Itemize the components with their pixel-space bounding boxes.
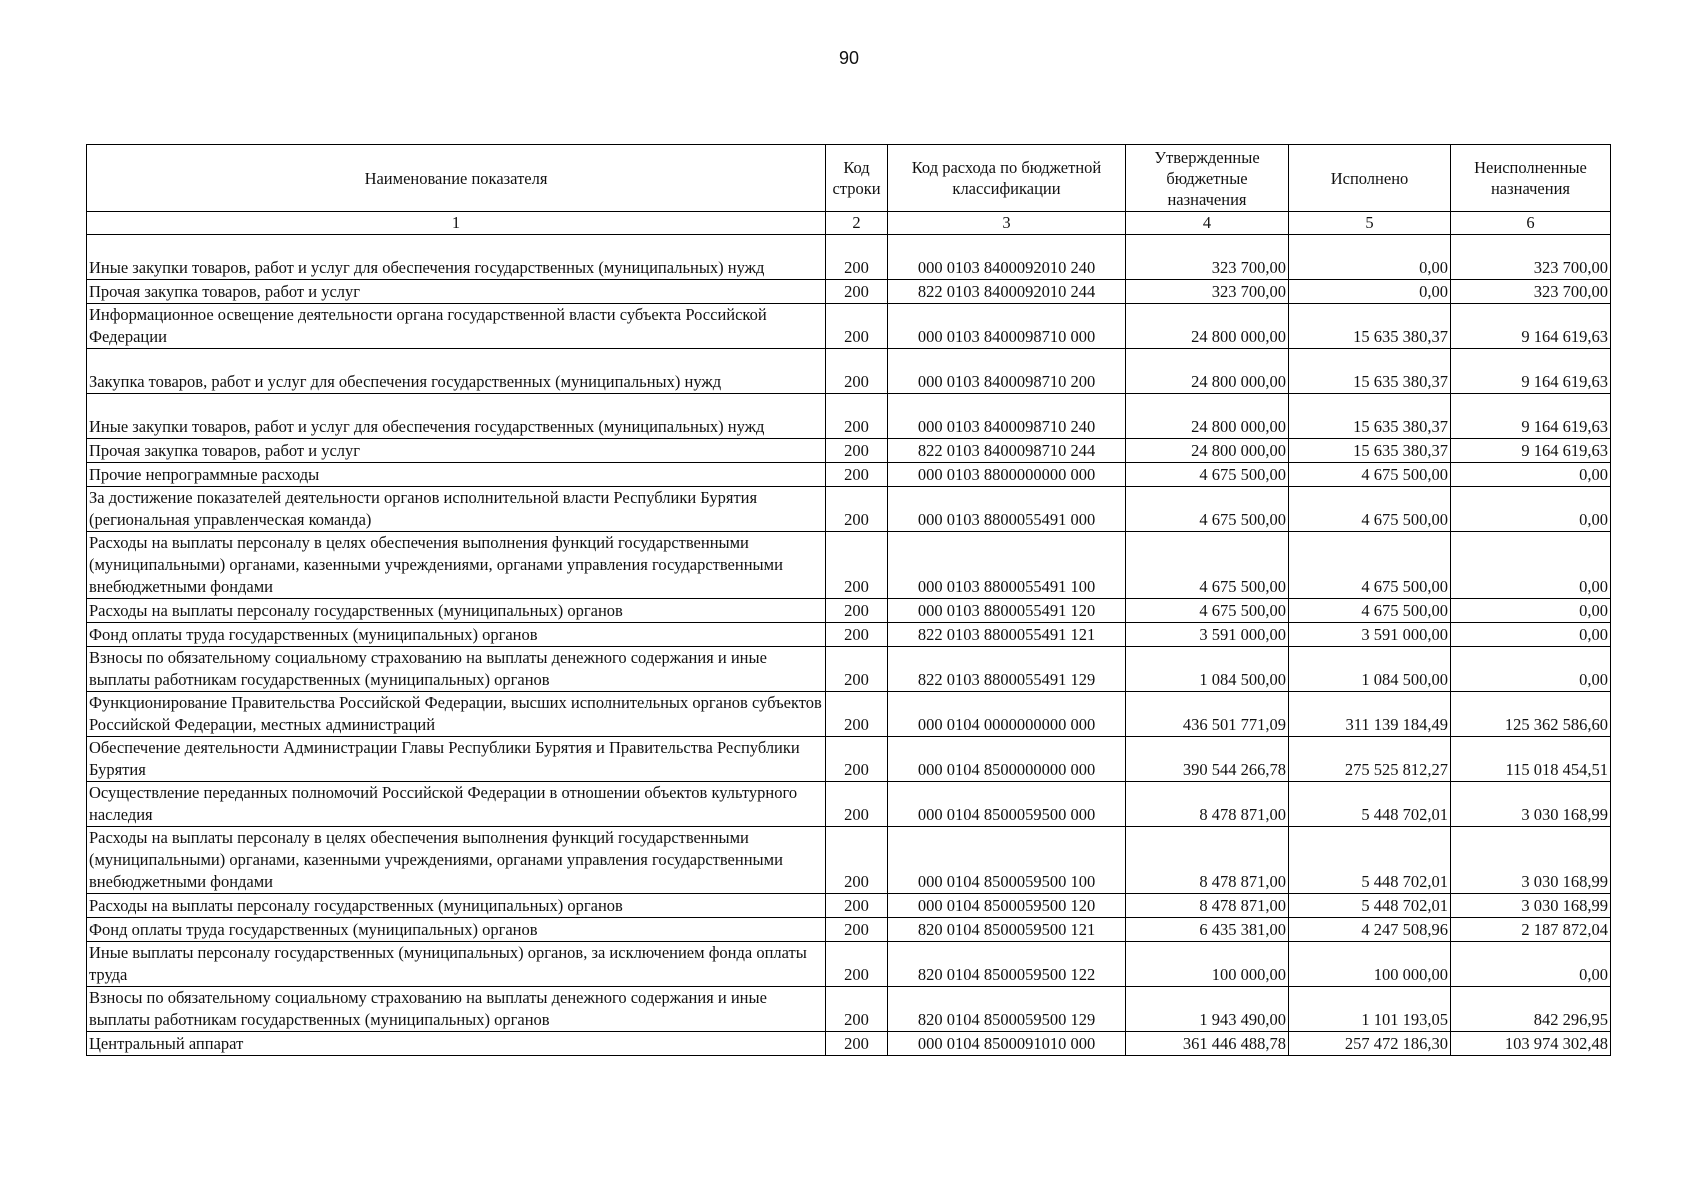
row-name-cell: Прочая закупка товаров, работ и услуг — [87, 280, 826, 304]
row-executed-cell: 5 448 702,01 — [1289, 782, 1451, 827]
table-row — [87, 987, 1611, 1032]
row-unexecuted-cell: 0,00 — [1451, 599, 1611, 623]
table-row — [87, 827, 1611, 894]
table-row — [87, 349, 1611, 394]
table-row — [87, 894, 1611, 918]
header-unexecuted: Неисполненные назначения — [1451, 145, 1611, 212]
row-approved-cell: 24 800 000,00 — [1126, 394, 1289, 439]
row-name-cell: Взносы по обязательному социальному страхованию на выплаты денежного содержания и иные выплаты работникам государственных (муниципальных) органов — [87, 987, 826, 1032]
row-unexecuted-cell: 0,00 — [1451, 647, 1611, 692]
row-unexecuted-cell: 3 030 168,99 — [1451, 782, 1611, 827]
row-unexecuted-cell: 842 296,95 — [1451, 987, 1611, 1032]
row-line-code-cell: 200 — [826, 647, 888, 692]
row-budget-code-cell: 000 0103 8800055491 100 — [888, 532, 1126, 599]
row-executed-cell: 0,00 — [1289, 235, 1451, 280]
row-name-cell: Информационное освещение деятельности органа государственной власти субъекта Российской Федерации — [87, 304, 826, 349]
row-executed-cell: 100 000,00 — [1289, 942, 1451, 987]
row-name-cell: Иные закупки товаров, работ и услуг для обеспечения государственных (муниципальных) нужд — [87, 235, 826, 280]
header-name: Наименование показателя — [87, 145, 826, 212]
row-budget-code-cell: 000 0104 8500059500 000 — [888, 782, 1126, 827]
row-line-code-cell: 200 — [826, 737, 888, 782]
row-line-code-cell: 200 — [826, 439, 888, 463]
budget-execution-table — [86, 144, 1611, 1056]
row-unexecuted-cell: 0,00 — [1451, 532, 1611, 599]
row-approved-cell: 100 000,00 — [1126, 942, 1289, 987]
row-executed-cell: 5 448 702,01 — [1289, 894, 1451, 918]
row-approved-cell: 361 446 488,78 — [1126, 1032, 1289, 1056]
row-approved-cell: 24 800 000,00 — [1126, 304, 1289, 349]
row-executed-cell: 4 675 500,00 — [1289, 599, 1451, 623]
row-budget-code-cell: 000 0104 8500059500 120 — [888, 894, 1126, 918]
row-name-cell: Прочие непрограммные расходы — [87, 463, 826, 487]
row-unexecuted-cell: 323 700,00 — [1451, 235, 1611, 280]
row-line-code-cell: 200 — [826, 599, 888, 623]
row-budget-code-cell: 822 0103 8800055491 129 — [888, 647, 1126, 692]
row-budget-code-cell: 000 0103 8400098710 000 — [888, 304, 1126, 349]
table-row — [87, 692, 1611, 737]
row-executed-cell: 4 675 500,00 — [1289, 532, 1451, 599]
row-line-code-cell: 200 — [826, 487, 888, 532]
table-row — [87, 737, 1611, 782]
row-unexecuted-cell: 3 030 168,99 — [1451, 827, 1611, 894]
row-budget-code-cell: 000 0103 8800055491 000 — [888, 487, 1126, 532]
row-line-code-cell: 200 — [826, 692, 888, 737]
row-approved-cell: 4 675 500,00 — [1126, 532, 1289, 599]
row-unexecuted-cell: 0,00 — [1451, 623, 1611, 647]
row-unexecuted-cell: 115 018 454,51 — [1451, 737, 1611, 782]
row-approved-cell: 8 478 871,00 — [1126, 782, 1289, 827]
row-executed-cell: 4 247 508,96 — [1289, 918, 1451, 942]
row-name-cell: Расходы на выплаты персоналу государственных (муниципальных) органов — [87, 894, 826, 918]
row-executed-cell: 15 635 380,37 — [1289, 349, 1451, 394]
row-approved-cell: 3 591 000,00 — [1126, 623, 1289, 647]
row-approved-cell: 8 478 871,00 — [1126, 894, 1289, 918]
row-budget-code-cell: 000 0103 8800055491 120 — [888, 599, 1126, 623]
table-row — [87, 439, 1611, 463]
row-name-cell: Функционирование Правительства Российской Федерации, высших исполнительных органов субъектов Российской Федерации, местных администраций — [87, 692, 826, 737]
row-unexecuted-cell: 9 164 619,63 — [1451, 349, 1611, 394]
row-budget-code-cell: 000 0103 8400092010 240 — [888, 235, 1126, 280]
row-line-code-cell: 200 — [826, 349, 888, 394]
row-budget-code-cell: 822 0103 8800055491 121 — [888, 623, 1126, 647]
row-executed-cell: 4 675 500,00 — [1289, 463, 1451, 487]
row-line-code-cell: 200 — [826, 304, 888, 349]
row-line-code-cell: 200 — [826, 1032, 888, 1056]
table-row — [87, 394, 1611, 439]
row-executed-cell: 275 525 812,27 — [1289, 737, 1451, 782]
row-name-cell: Фонд оплаты труда государственных (муниципальных) органов — [87, 918, 826, 942]
row-budget-code-cell: 822 0103 8400092010 244 — [888, 280, 1126, 304]
table-row — [87, 487, 1611, 532]
row-approved-cell: 4 675 500,00 — [1126, 463, 1289, 487]
row-approved-cell: 1 943 490,00 — [1126, 987, 1289, 1032]
row-name-cell: Расходы на выплаты персоналу государственных (муниципальных) органов — [87, 599, 826, 623]
row-budget-code-cell: 820 0104 8500059500 129 — [888, 987, 1126, 1032]
row-approved-cell: 323 700,00 — [1126, 235, 1289, 280]
row-line-code-cell: 200 — [826, 782, 888, 827]
row-executed-cell: 0,00 — [1289, 280, 1451, 304]
column-number: 6 — [1451, 212, 1611, 235]
row-budget-code-cell: 000 0103 8400098710 240 — [888, 394, 1126, 439]
table-row — [87, 599, 1611, 623]
row-executed-cell: 15 635 380,37 — [1289, 394, 1451, 439]
row-approved-cell: 390 544 266,78 — [1126, 737, 1289, 782]
row-line-code-cell: 200 — [826, 532, 888, 599]
column-number-row — [87, 212, 1611, 235]
row-executed-cell: 311 139 184,49 — [1289, 692, 1451, 737]
row-line-code-cell: 200 — [826, 918, 888, 942]
row-approved-cell: 323 700,00 — [1126, 280, 1289, 304]
row-executed-cell: 4 675 500,00 — [1289, 487, 1451, 532]
row-executed-cell: 3 591 000,00 — [1289, 623, 1451, 647]
row-unexecuted-cell: 323 700,00 — [1451, 280, 1611, 304]
row-budget-code-cell: 000 0104 8500000000 000 — [888, 737, 1126, 782]
row-unexecuted-cell: 9 164 619,63 — [1451, 394, 1611, 439]
row-unexecuted-cell: 9 164 619,63 — [1451, 439, 1611, 463]
row-unexecuted-cell: 2 187 872,04 — [1451, 918, 1611, 942]
row-name-cell: Обеспечение деятельности Администрации Главы Республики Бурятия и Правительства Республики Бурятия — [87, 737, 826, 782]
row-executed-cell: 5 448 702,01 — [1289, 827, 1451, 894]
row-unexecuted-cell: 0,00 — [1451, 487, 1611, 532]
row-executed-cell: 257 472 186,30 — [1289, 1032, 1451, 1056]
table-row — [87, 918, 1611, 942]
row-budget-code-cell: 820 0104 8500059500 122 — [888, 942, 1126, 987]
row-unexecuted-cell: 9 164 619,63 — [1451, 304, 1611, 349]
row-executed-cell: 15 635 380,37 — [1289, 439, 1451, 463]
column-number: 4 — [1126, 212, 1289, 235]
row-budget-code-cell: 000 0103 8800000000 000 — [888, 463, 1126, 487]
row-name-cell: Фонд оплаты труда государственных (муниципальных) органов — [87, 623, 826, 647]
row-approved-cell: 4 675 500,00 — [1126, 599, 1289, 623]
row-approved-cell: 1 084 500,00 — [1126, 647, 1289, 692]
table-row — [87, 532, 1611, 599]
column-number: 1 — [87, 212, 826, 235]
row-line-code-cell: 200 — [826, 394, 888, 439]
table-row — [87, 463, 1611, 487]
row-line-code-cell: 200 — [826, 235, 888, 280]
row-name-cell: Расходы на выплаты персоналу в целях обеспечения выполнения функций государственными (муниципальными) органами, казенными учреждениями, органами управления государственными внебюджетными фондами — [87, 532, 826, 599]
row-line-code-cell: 200 — [826, 827, 888, 894]
header-line-code: Код строки — [826, 145, 888, 212]
column-number: 5 — [1289, 212, 1451, 235]
row-budget-code-cell: 000 0104 0000000000 000 — [888, 692, 1126, 737]
row-approved-cell: 436 501 771,09 — [1126, 692, 1289, 737]
table-row — [87, 647, 1611, 692]
column-number: 3 — [888, 212, 1126, 235]
row-approved-cell: 8 478 871,00 — [1126, 827, 1289, 894]
row-budget-code-cell: 000 0104 8500059500 100 — [888, 827, 1126, 894]
row-name-cell: Центральный аппарат — [87, 1032, 826, 1056]
table-row — [87, 235, 1611, 280]
row-budget-code-cell: 822 0103 8400098710 244 — [888, 439, 1126, 463]
header-approved: Утвержденные бюджетные назначения — [1126, 145, 1289, 212]
table-row — [87, 623, 1611, 647]
table-body — [87, 235, 1611, 1056]
row-name-cell: Иные закупки товаров, работ и услуг для обеспечения государственных (муниципальных) нужд — [87, 394, 826, 439]
row-unexecuted-cell: 3 030 168,99 — [1451, 894, 1611, 918]
table-row — [87, 280, 1611, 304]
row-name-cell: Закупка товаров, работ и услуг для обеспечения государственных (муниципальных) нужд — [87, 349, 826, 394]
table-row — [87, 782, 1611, 827]
row-line-code-cell: 200 — [826, 894, 888, 918]
header-executed: Исполнено — [1289, 145, 1451, 212]
row-budget-code-cell: 000 0104 8500091010 000 — [888, 1032, 1126, 1056]
row-name-cell: Взносы по обязательному социальному страхованию на выплаты денежного содержания и иные выплаты работникам государственных (муниципальных) органов — [87, 647, 826, 692]
row-approved-cell: 4 675 500,00 — [1126, 487, 1289, 532]
table-row — [87, 942, 1611, 987]
row-name-cell: За достижение показателей деятельности органов исполнительной власти Республики Бурятия (региональная управленческая команда) — [87, 487, 826, 532]
header-budget-code: Код расхода по бюджетной классификации — [888, 145, 1126, 212]
table-row — [87, 1032, 1611, 1056]
row-executed-cell: 15 635 380,37 — [1289, 304, 1451, 349]
header-row — [87, 145, 1611, 212]
row-line-code-cell: 200 — [826, 280, 888, 304]
row-line-code-cell: 200 — [826, 942, 888, 987]
row-budget-code-cell: 820 0104 8500059500 121 — [888, 918, 1126, 942]
table-row — [87, 304, 1611, 349]
row-unexecuted-cell: 0,00 — [1451, 463, 1611, 487]
row-unexecuted-cell: 125 362 586,60 — [1451, 692, 1611, 737]
row-unexecuted-cell: 0,00 — [1451, 942, 1611, 987]
row-executed-cell: 1 084 500,00 — [1289, 647, 1451, 692]
row-approved-cell: 24 800 000,00 — [1126, 439, 1289, 463]
row-name-cell: Расходы на выплаты персоналу в целях обеспечения выполнения функций государственными (муниципальными) органами, казенными учреждениями, органами управления государственными внебюджетными фондами — [87, 827, 826, 894]
row-unexecuted-cell: 103 974 302,48 — [1451, 1032, 1611, 1056]
row-name-cell: Осуществление переданных полномочий Российской Федерации в отношении объектов культурного наследия — [87, 782, 826, 827]
row-name-cell: Иные выплаты персоналу государственных (муниципальных) органов, за исключением фонда оплаты труда — [87, 942, 826, 987]
page-number: 90 — [838, 48, 860, 68]
row-line-code-cell: 200 — [826, 623, 888, 647]
column-number: 2 — [826, 212, 888, 235]
row-approved-cell: 6 435 381,00 — [1126, 918, 1289, 942]
row-line-code-cell: 200 — [826, 463, 888, 487]
row-budget-code-cell: 000 0103 8400098710 200 — [888, 349, 1126, 394]
row-line-code-cell: 200 — [826, 987, 888, 1032]
row-approved-cell: 24 800 000,00 — [1126, 349, 1289, 394]
row-executed-cell: 1 101 193,05 — [1289, 987, 1451, 1032]
row-name-cell: Прочая закупка товаров, работ и услуг — [87, 439, 826, 463]
